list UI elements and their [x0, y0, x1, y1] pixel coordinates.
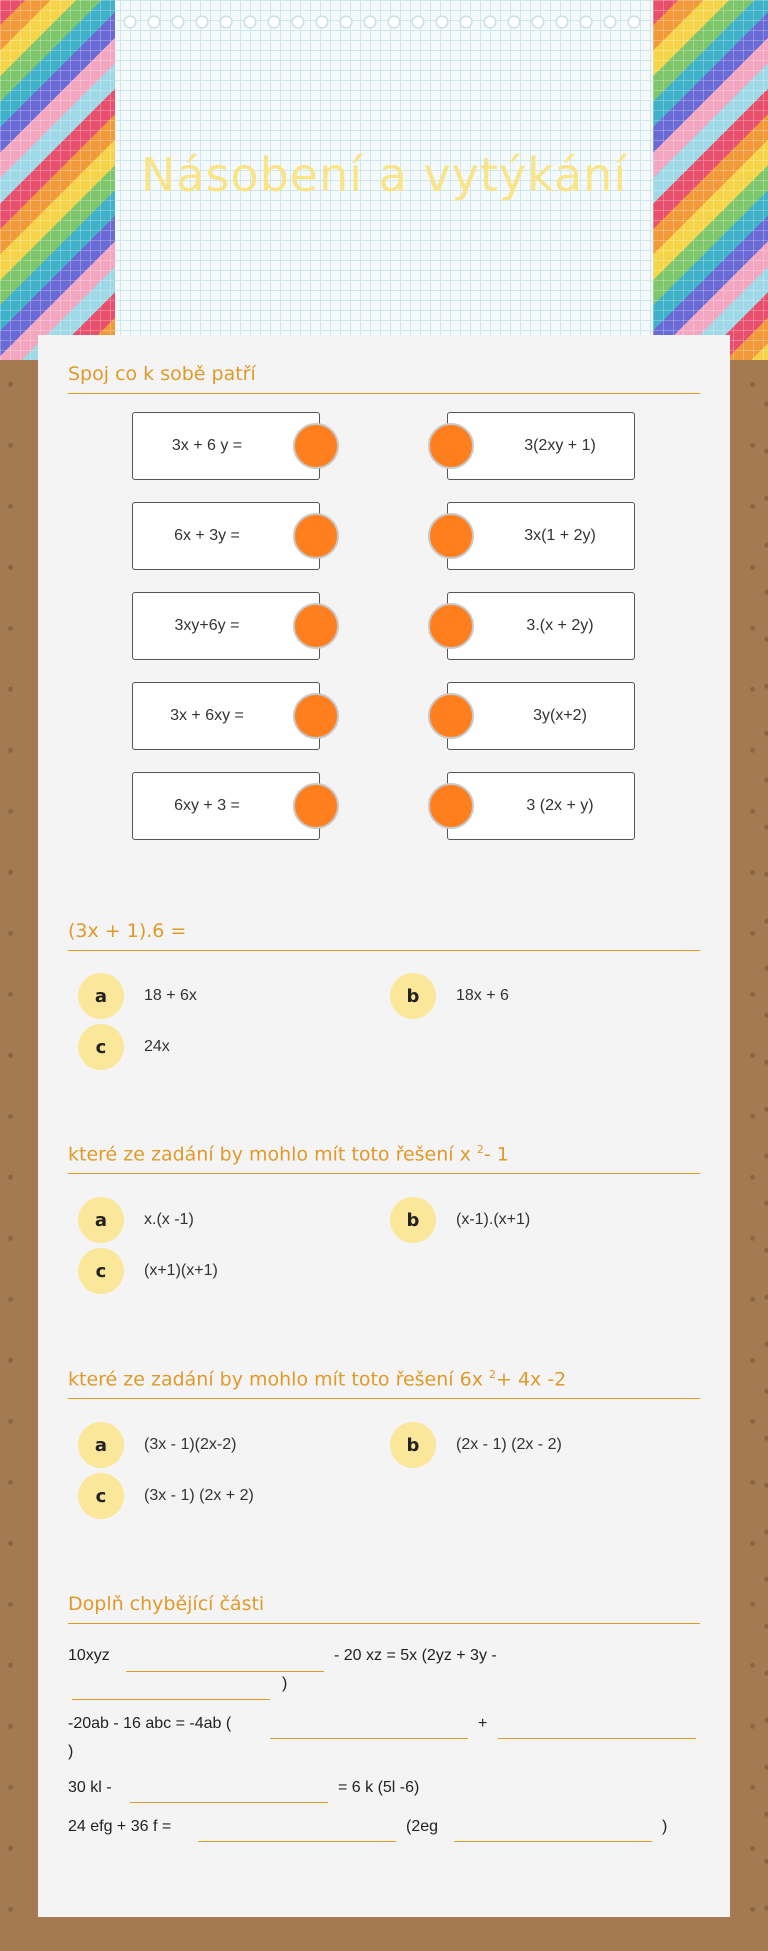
match-right-4-label: 3y(x+2)	[533, 707, 587, 724]
fill-text: - 20 xz = 5x (2yz + 3y -	[334, 1647, 497, 1664]
match-left-2[interactable]	[132, 502, 320, 570]
match-left-5-label: 6xy + 3 =	[174, 797, 240, 814]
blank-input-1[interactable]	[126, 1671, 324, 1672]
fill-text: )	[282, 1675, 288, 1692]
match-left-1-label: 3x + 6 y =	[171, 437, 243, 454]
option-q3-a[interactable]	[78, 1422, 236, 1468]
match-right-2-label: 3x(1 + 2y)	[524, 527, 596, 544]
connector-dot-right-2[interactable]	[428, 513, 474, 559]
option-text: (x-1).(x+1)	[456, 1211, 531, 1228]
match-right-4[interactable]	[447, 682, 635, 750]
option-q2-b[interactable]	[390, 1197, 530, 1243]
section-title-question-3	[68, 1368, 700, 1399]
header-banner	[0, 0, 768, 360]
fill-text: 30 kl -	[68, 1779, 112, 1796]
option-q1-b[interactable]	[390, 973, 509, 1019]
section-title-question-1: (3x + 1).6 =	[68, 920, 700, 951]
option-text: (x+1)(x+1)	[144, 1262, 218, 1279]
option-text: 18 + 6x	[144, 987, 197, 1004]
connector-dot-right-5[interactable]	[428, 783, 474, 829]
match-left-3[interactable]	[132, 592, 320, 660]
notebook-holes	[118, 14, 650, 30]
connector-dot-left-2[interactable]	[293, 513, 339, 559]
fill-text: 24 efg + 36 f =	[68, 1818, 172, 1835]
option-letter: c	[78, 1024, 124, 1070]
title-text: které ze zadání by mohlo mít toto řešení x	[68, 1143, 477, 1166]
option-letter: b	[390, 1422, 436, 1468]
option-letter: c	[78, 1248, 124, 1294]
title-exponent: 2	[488, 1368, 496, 1381]
connector-dot-right-1[interactable]	[428, 423, 474, 469]
blank-input-3[interactable]	[270, 1738, 468, 1739]
match-right-3-label: 3.(x + 2y)	[526, 617, 594, 634]
fill-text: )	[662, 1818, 668, 1835]
option-q2-a[interactable]	[78, 1197, 194, 1243]
title-text: které ze zadání by mohlo mít toto řešení 6x	[68, 1368, 489, 1391]
option-letter: b	[390, 973, 436, 1019]
match-left-4-label: 3x + 6xy =	[170, 707, 244, 724]
page-title: Násobení a vytýkání	[140, 148, 628, 202]
option-letter: b	[390, 1197, 436, 1243]
option-q1-c[interactable]	[78, 1024, 170, 1070]
option-letter: a	[78, 1422, 124, 1468]
blank-input-4[interactable]	[498, 1738, 696, 1739]
option-q3-c[interactable]	[78, 1473, 254, 1519]
option-q1-a[interactable]	[78, 973, 197, 1019]
option-text: x.(x -1)	[144, 1211, 194, 1228]
blank-input-6[interactable]	[198, 1841, 396, 1842]
title-text-end: - 1	[483, 1143, 509, 1166]
connector-dot-left-1[interactable]	[293, 423, 339, 469]
fill-text: -20ab - 16 abc = -4ab (	[68, 1715, 232, 1732]
blank-input-7[interactable]	[454, 1841, 652, 1842]
chevron-decoration-right	[653, 0, 768, 360]
blank-input-2[interactable]	[72, 1699, 270, 1700]
match-right-5[interactable]	[447, 772, 635, 840]
worksheet-card	[38, 335, 730, 1917]
match-left-1[interactable]	[132, 412, 320, 480]
blank-input-5[interactable]	[130, 1802, 328, 1803]
match-left-4[interactable]	[132, 682, 320, 750]
chevron-decoration-left	[0, 0, 115, 360]
fill-text: )	[68, 1743, 74, 1760]
fill-text: +	[478, 1715, 488, 1732]
match-left-3-label: 3xy+6y =	[174, 617, 240, 634]
match-right-1-label: 3(2xy + 1)	[524, 437, 596, 454]
match-right-3[interactable]	[447, 592, 635, 660]
connector-dot-left-5[interactable]	[293, 783, 339, 829]
option-text: (3x - 1) (2x + 2)	[144, 1487, 254, 1504]
match-right-2[interactable]	[447, 502, 635, 570]
title-text-end: + 4x -2	[495, 1368, 567, 1391]
option-letter: c	[78, 1473, 124, 1519]
connector-dot-left-4[interactable]	[293, 693, 339, 739]
match-right-1[interactable]	[447, 412, 635, 480]
connector-dot-right-4[interactable]	[428, 693, 474, 739]
match-left-5[interactable]	[132, 772, 320, 840]
fill-text: 10xyz	[68, 1647, 110, 1664]
option-text: (2x - 1) (2x - 2)	[456, 1436, 562, 1453]
fill-text: (2eg	[406, 1818, 439, 1835]
connector-dot-left-3[interactable]	[293, 603, 339, 649]
option-text: (3x - 1)(2x-2)	[144, 1436, 237, 1453]
option-q2-c[interactable]	[78, 1248, 218, 1294]
option-text: 24x	[144, 1038, 170, 1055]
title-exponent: 2	[476, 1143, 484, 1156]
section-title-question-2	[68, 1143, 700, 1174]
option-q3-b[interactable]	[390, 1422, 562, 1468]
fill-text: = 6 k (5l -6)	[338, 1779, 420, 1796]
match-right-5-label: 3 (2x + y)	[526, 797, 594, 814]
section-title-fill-in: Doplň chybějící části	[68, 1593, 700, 1624]
match-left-2-label: 6x + 3y =	[174, 527, 240, 544]
section-title-matching: Spoj co k sobě patří	[68, 363, 700, 394]
connector-dot-right-3[interactable]	[428, 603, 474, 649]
option-letter: a	[78, 973, 124, 1019]
option-text: 18x + 6	[456, 987, 509, 1004]
option-letter: a	[78, 1197, 124, 1243]
